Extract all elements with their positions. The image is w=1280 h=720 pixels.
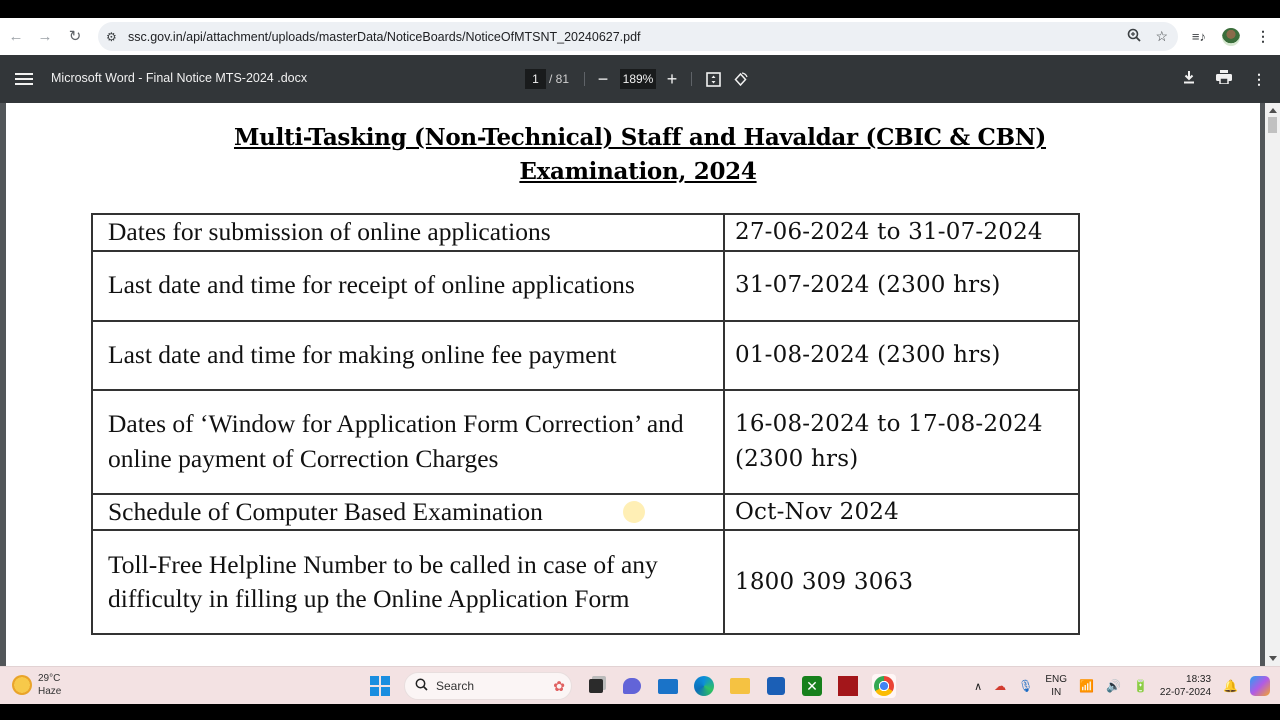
separator [584,72,585,86]
pdf-more-icon[interactable]: ⋮ [1252,70,1266,87]
edge-icon[interactable] [692,674,716,698]
zoom-in-button[interactable]: + [666,68,678,89]
address-bar[interactable] [98,22,1178,51]
app-red-icon[interactable] [836,674,860,698]
show-hidden-icons-chevron-icon[interactable]: ∧ [974,680,983,693]
weather-desc: Haze [38,686,62,697]
microphone-icon[interactable]: 🎙 [1018,679,1034,693]
separator [691,72,692,86]
row-value: 31-07-2024 (2300 hrs) [724,251,1079,321]
table-row [92,214,1079,251]
site-info-icon[interactable]: ⚙ [106,29,117,44]
document-heading-line1: Multi-Tasking (Non-Technical) Staff and Havaldar (CBIC & CBN) [233,124,1047,151]
mail-icon[interactable] [656,674,680,698]
lang-code: ENG [1045,674,1068,685]
row-label: Last date and time for receipt of online applications [92,251,724,321]
zoom-icon[interactable] [1127,28,1141,45]
row-label: Dates of ‘Window for Application Form Correction’ and online payment of Correction Charges [92,390,724,494]
menu-icon[interactable] [15,70,33,88]
zoom-out-button[interactable]: − [597,68,609,89]
volume-icon[interactable]: 🔊 [1105,679,1121,693]
xbox-icon[interactable]: ✕ [800,674,824,698]
system-clock[interactable] [1160,673,1211,699]
browser-toolbar [0,18,1280,55]
battery-icon[interactable]: 🔋 [1132,679,1148,693]
print-icon[interactable] [1216,70,1232,89]
wifi-icon[interactable]: 📶 [1079,679,1094,693]
row-value: 1800 309 3063 [724,530,1079,634]
zoom-level-input[interactable]: 189% [620,69,656,89]
row-label: Toll-Free Helpline Number to be called in case of any difficulty in filling up the Online Application Form [92,530,724,634]
scroll-up-arrow-icon[interactable] [1269,108,1277,113]
table-row [92,321,1079,390]
document-heading-line2: Examination, 2024 [519,158,757,185]
pdf-viewer[interactable] [0,103,1280,666]
row-label: Schedule of Computer Based Examination [92,494,724,531]
back-icon[interactable]: ← [8,27,24,45]
scroll-thumb[interactable] [1268,117,1277,133]
vertical-scrollbar[interactable] [1265,103,1280,666]
clock-time: 18:33 [1186,674,1212,685]
notification-bell-icon[interactable]: 🔔 [1223,679,1238,693]
row-value: Oct-Nov 2024 [724,494,1079,531]
bookmark-star-icon[interactable]: ☆ [1155,28,1168,44]
table-row [92,390,1079,494]
profile-avatar[interactable] [1222,28,1240,46]
chrome-icon[interactable] [872,674,896,698]
url-text[interactable]: ssc.gov.in/api/attachment/uploads/masterData/NoticeBoards/NoticeOfMTSNT_20240627.pdf [128,29,641,44]
fit-page-icon[interactable] [705,69,722,89]
table-row [92,494,1079,531]
page-total: / 81 [549,72,570,86]
row-label: Last date and time for making online fee payment [92,321,724,390]
taskbar-search[interactable] [404,672,572,700]
store-icon[interactable] [764,674,788,698]
pdf-toolbar [0,55,1280,103]
page-number-input[interactable]: 1 [525,69,546,89]
teams-chat-icon[interactable] [620,674,644,698]
rotate-icon[interactable] [732,69,749,89]
weather-temp: 29°C [38,673,61,684]
schedule-table [91,213,1080,635]
table-row [92,251,1079,321]
media-control-icon[interactable]: ≡♪ [1191,29,1206,44]
clock-date: 22-07-2024 [1159,687,1212,698]
search-highlight-icon: ✿ [553,677,565,694]
row-value: 01-08-2024 (2300 hrs) [724,321,1079,390]
more-menu-icon[interactable]: ⋮ [1256,28,1270,44]
download-icon[interactable] [1182,70,1196,89]
windows-taskbar [0,666,1280,704]
search-icon [415,678,428,694]
pdf-page [6,103,1260,666]
weather-widget[interactable] [12,672,61,698]
search-label: Search [436,679,475,693]
reload-icon[interactable]: ↻ [68,28,82,45]
table-row [92,530,1079,634]
weather-haze-icon [12,675,32,695]
scroll-down-arrow-icon[interactable] [1269,656,1277,661]
onedrive-error-icon[interactable]: ☁ [994,679,1007,693]
file-explorer-icon[interactable] [728,674,752,698]
screen-bottom-border [0,704,1280,720]
screen-top-border [0,0,1280,18]
start-button[interactable] [368,674,392,698]
copilot-icon[interactable] [1250,676,1270,696]
region-code: IN [1051,687,1062,698]
row-value: 16-08-2024 to 17-08-2024 (2300 hrs) [724,390,1079,494]
language-indicator[interactable] [1045,673,1067,699]
forward-icon[interactable]: → [37,27,53,45]
document-title: Microsoft Word - Final Notice MTS-2024 .docx [51,71,308,85]
mouse-cursor-highlight [623,501,645,523]
row-value: 27-06-2024 to 31-07-2024 [724,214,1079,251]
row-label: Dates for submission of online applications [92,214,724,251]
task-view-icon[interactable] [584,674,608,698]
